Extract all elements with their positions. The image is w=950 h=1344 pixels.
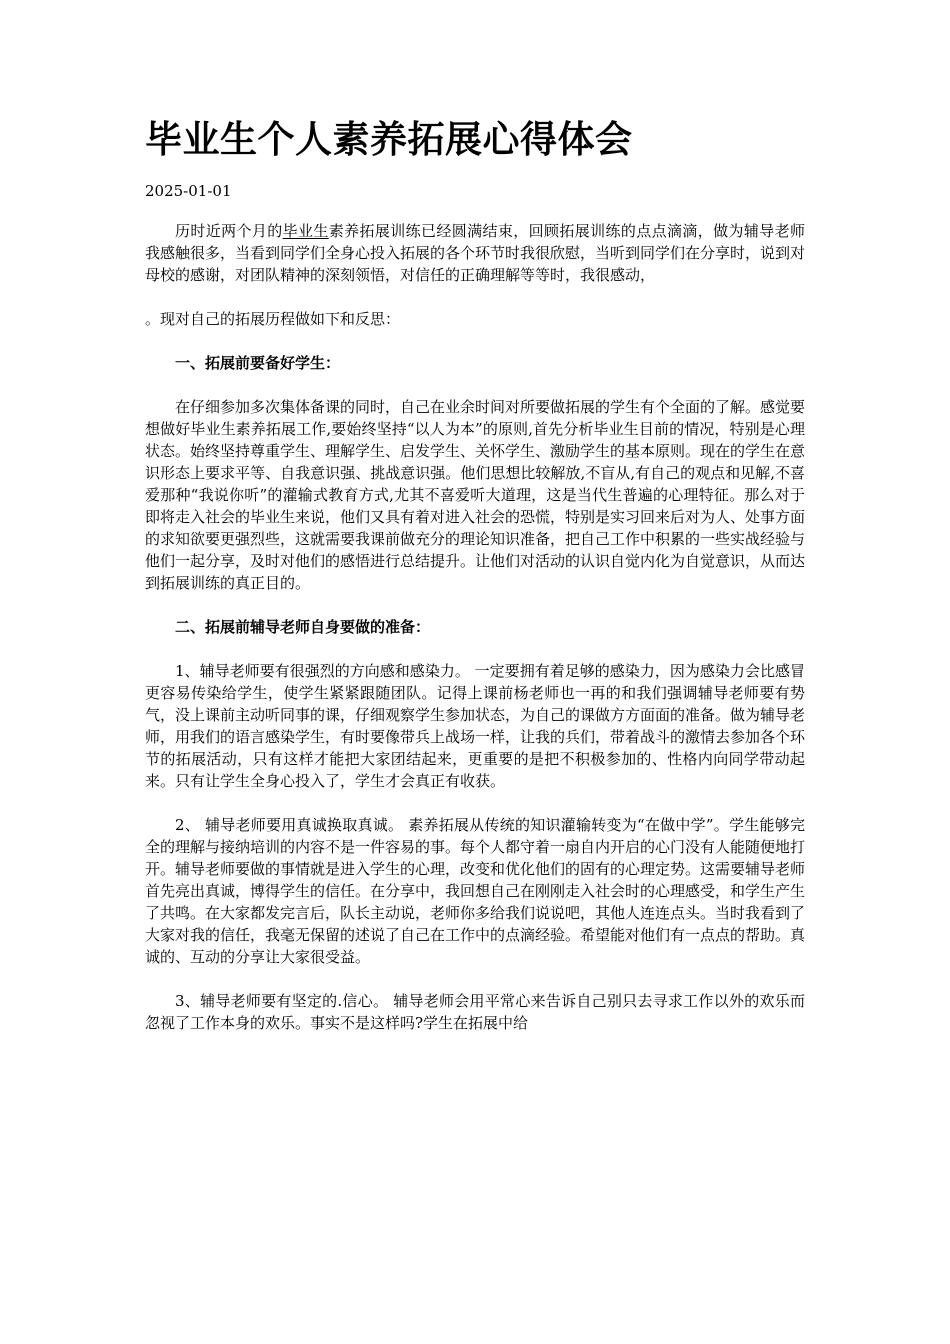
- section2-item1-paragraph: 1、辅导老师要有很强烈的方向感和感染力。 一定要拥有着足够的感染力，因为感染力会比感冒更容易传染给学生，使学生紧紧跟随团队。记得上课前杨老师也一再的和我们强调辅导老师要有势气，没上课前主动听同事的课，仔细观察学生参加状态，为自己的课做方方面面的准备。做为辅导老师，用我们的语言感染学生，有时要像带兵上战场一样，让我的兵们，带着战斗的激情去参加各个环节的拓展活动，只有这样才能把大家团结起来，更重要的是把不积极参加的、性格内向同学带动起来。只有让学生全身心投入了，学生才会真正有收获。: [145, 662, 806, 790]
- section2-item3-paragraph: 3、辅导老师要有坚定的.信心。 辅导老师会用平常心来告诉自己别只去寻求工作以外的欢乐而忽视了工作本身的欢乐。事实不是这样吗?学生在拓展中给: [145, 992, 805, 1032]
- section2-heading: 二、拓展前辅导老师自身要做的准备：: [175, 618, 431, 636]
- document-date: 2025-01-01: [145, 182, 232, 200]
- section1-heading: 一、拓展前要备好学生：: [175, 354, 341, 372]
- document-page: [145, 112, 805, 1034]
- document-title: 毕业生个人素养拓展心得体会: [145, 118, 633, 161]
- graduate-link[interactable]: 毕业生: [282, 222, 329, 240]
- intro-text-before: 历时近两个月的: [175, 222, 283, 240]
- section1-paragraph: 在仔细参加多次集体备课的同时，自己在业余时间对所要做拓展的学生有个全面的了解。感觉要想做好毕业生素养拓展工作,要始终坚持“以人为本”的原则,首先分析毕业生目前的情况，特别是心理状态。始终坚持尊重学生、理解学生、启发学生、关怀学生、激励学生的基本原则。现在的学生在意识形态上要求平等、自我意识强、挑战意识强。他们思想比较解放,不盲从,有自己的观点和见解,不喜爱那种“我说你听”的灌输式教育方式,尤其不喜爱听大道理，这是当代生普遍的心理特征。那么对于即将走入社会的毕业生来说，他们又具有着对进入社会的恐慌，特别是实习回来后对为人、处事方面的求知欲要更强烈些，这就需要我课前做充分的理论知识准备，把自己工作中积累的一些实战经验与他们一起分享，及时对他们的感悟进行总结提升。让他们对活动的认识自觉内化为自觉意识，从而达到拓展训练的真正目的。: [145, 398, 806, 592]
- intro-paragraph: [145, 220, 805, 286]
- section2-item2-paragraph: 2、 辅导老师要用真诚换取真诚。 素养拓展从传统的知识灌输转变为“在做中学”。学生能够完全的理解与接纳培训的内容不是一件容易的事。每个人都守着一扇自内开启的心门没有人能随便地打开。辅导老师要做的事情就是进入学生的心理，改变和优化他们的固有的心理定势。这需要辅导老师首先亮出真诚，博得学生的信任。在分享中，我回想自己在刚刚走入社会时的心理感受，和学生产生了共鸣。在大家都发完言后，队长主动说，老师你多给我们说说吧，其他人连连点头。当时我看到了大家对我的信任，我毫无保留的述说了自己在工作中的点滴经验。希望能对他们有一点点的帮助。真诚的、互动的分享让大家很受益。: [145, 816, 806, 966]
- intro-continuation: 。现对自己的拓展历程做如下和反思：: [145, 310, 401, 328]
- intro-text-after: 素养拓展训练已经圆满结束，回顾拓展训练的点点滴滴，做为辅导老师我感触很多，当看到同学们全身心投入拓展的各个环节时我很欣慰，当听到同学们在分享时，说到对母校的感谢，对团队精神的深刻领悟，对信任的正确理解等等时，我很感动，: [145, 222, 806, 284]
